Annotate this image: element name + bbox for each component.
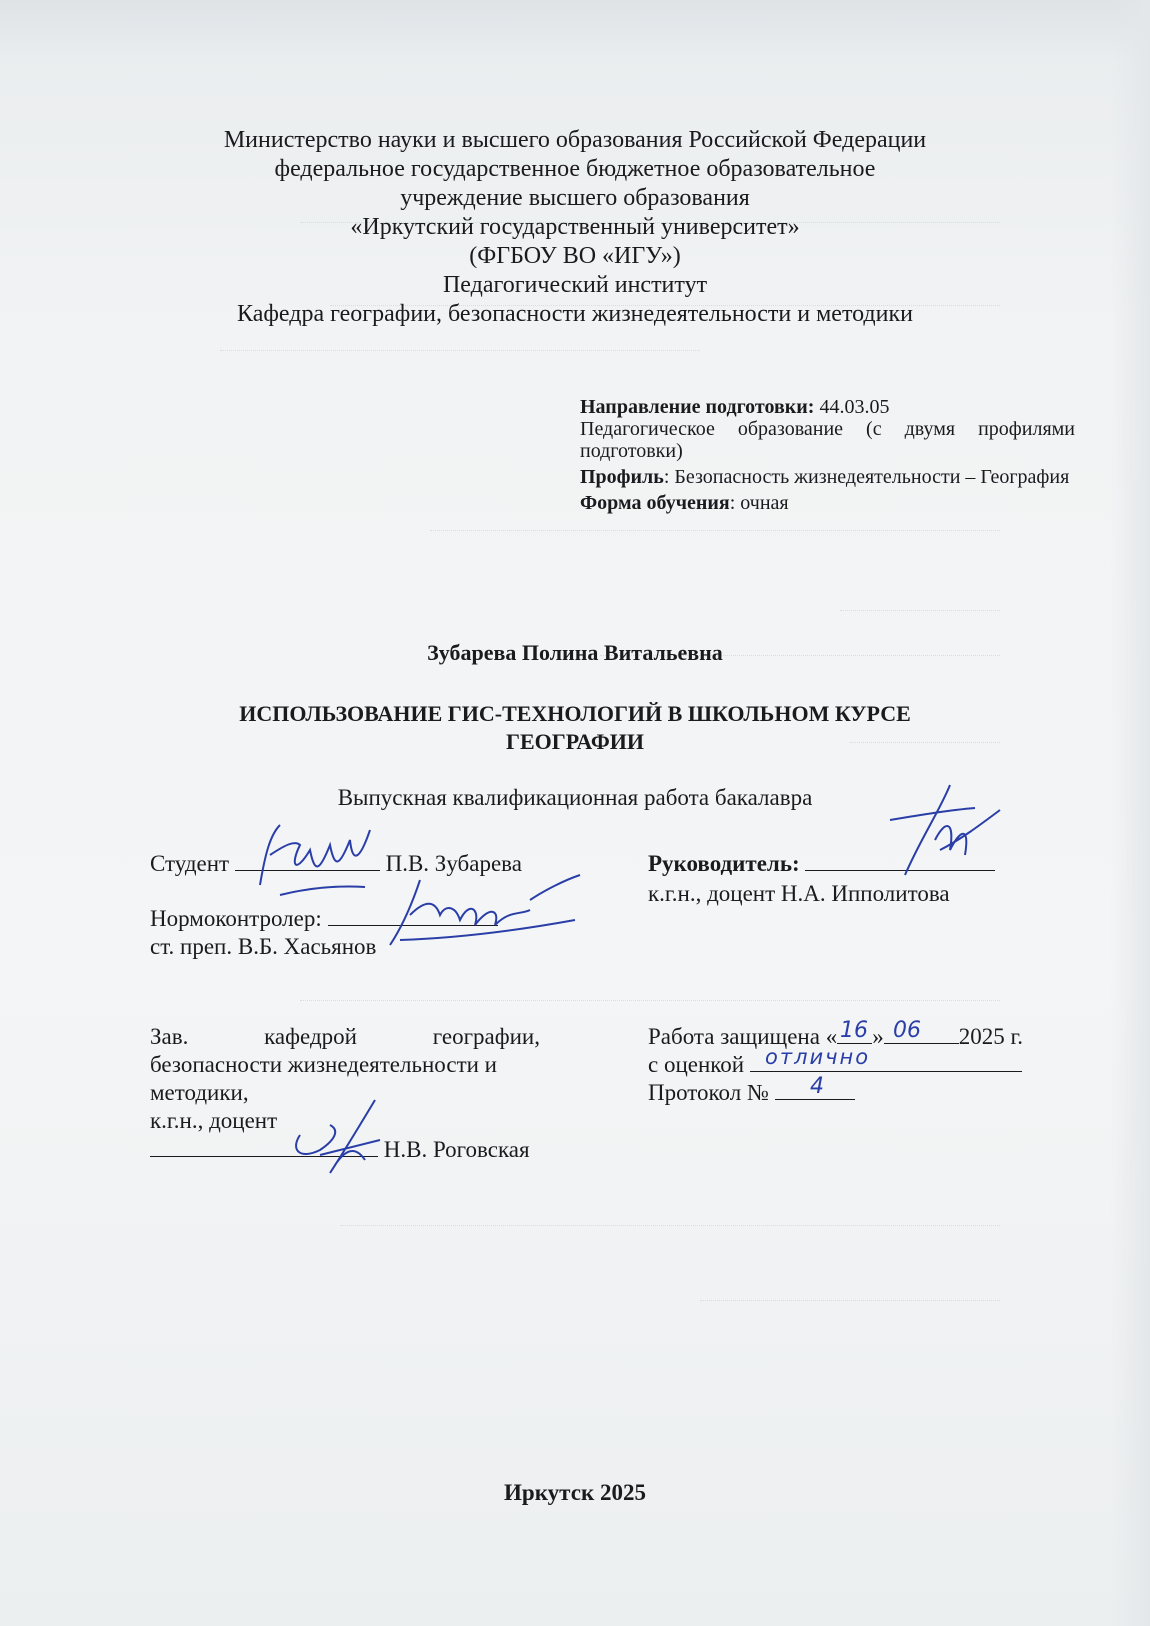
scan-shadow-top bbox=[0, 0, 1150, 60]
handwritten-day: 16 bbox=[840, 1018, 868, 1043]
head-title-line-4: к.г.н., доцент bbox=[150, 1108, 278, 1133]
form-line bbox=[580, 492, 1075, 514]
head-word: Зав. bbox=[150, 1024, 189, 1049]
head-signature-image bbox=[280, 1095, 390, 1175]
student-signature-image bbox=[240, 815, 390, 905]
direction-line bbox=[580, 396, 1075, 462]
form-text: : очная bbox=[729, 492, 789, 514]
student-label: Студент bbox=[150, 851, 230, 876]
grade-label: с оценкой bbox=[648, 1052, 745, 1077]
institution-type-line: федеральное государственное бюджетное образовательное bbox=[274, 156, 876, 182]
direction-text: Педагогическое образование (с двумя профилями подготовки) bbox=[580, 418, 1075, 462]
head-title-line-2: безопасности жизнедеятельности и bbox=[150, 1052, 497, 1077]
handwritten-month: 06 bbox=[893, 1018, 921, 1043]
institution-type-line-2: учреждение высшего образования bbox=[400, 185, 750, 211]
normcontrol-signature-image bbox=[380, 870, 590, 950]
direction-label: Направление подготовки: bbox=[580, 396, 815, 418]
head-word: кафедрой bbox=[264, 1024, 357, 1049]
defended-label: Работа защищена « bbox=[648, 1024, 838, 1049]
protocol-label: Протокол № bbox=[648, 1080, 769, 1105]
study-details bbox=[580, 396, 1075, 518]
bleed-through-line bbox=[700, 1300, 1000, 1302]
department-name: Кафедра географии, безопасности жизнедеятельности и методики bbox=[237, 301, 913, 327]
work-type: Выпускная квалификационная работа бакалавра bbox=[337, 785, 813, 810]
normcontrol-name: ст. преп. В.Б. Хасьянов bbox=[150, 934, 377, 959]
university-abbr: (ФГБОУ ВО «ИГУ») bbox=[469, 243, 681, 269]
date-quote: » bbox=[872, 1024, 884, 1049]
bleed-through-line bbox=[220, 350, 700, 352]
normcontrol-label: Нормоконтролер: bbox=[150, 906, 322, 931]
profile-line bbox=[580, 466, 1075, 488]
profile-text: : Безопасность жизнедеятельности – География bbox=[663, 466, 1070, 488]
defended-year: 2025 г. bbox=[958, 1024, 1024, 1049]
bleed-through-line bbox=[300, 1000, 1000, 1002]
author-name: Зубарева Полина Витальевна bbox=[427, 640, 723, 665]
thesis-title-line-1: ИСПОЛЬЗОВАНИЕ ГИС-ТЕХНОЛОГИЙ В ШКОЛЬНОМ КУРСЕ bbox=[239, 701, 911, 726]
city-year: Иркутск 2025 bbox=[504, 1480, 646, 1505]
institute-name: Педагогический институт bbox=[442, 272, 708, 298]
bleed-through-line bbox=[430, 530, 1000, 532]
head-word: географии, bbox=[432, 1024, 540, 1049]
handwritten-protocol-number: 4 bbox=[810, 1074, 824, 1099]
head-title-line-3: методики, bbox=[150, 1080, 249, 1105]
supervisor-signature-image bbox=[880, 780, 1010, 890]
university-name: «Иркутский государственный университет» bbox=[350, 214, 800, 240]
thesis-title-line-2: ГЕОГРАФИИ bbox=[505, 729, 645, 754]
supervisor-label: Руководитель: bbox=[648, 851, 800, 876]
direction-code: 44.03.05 bbox=[814, 396, 890, 418]
bleed-through-line bbox=[840, 610, 1000, 612]
institution-header bbox=[0, 126, 1150, 329]
ministry-line: Министерство науки и высшего образования Российской Федерации bbox=[223, 127, 927, 153]
student-name: П.В. Зубарева bbox=[385, 851, 522, 876]
supervisor-name: к.г.н., доцент Н.А. Ипполитова bbox=[648, 881, 950, 906]
head-title-line-1 bbox=[150, 1023, 540, 1051]
form-label: Форма обучения bbox=[580, 492, 730, 514]
handwritten-grade: отлично bbox=[765, 1045, 871, 1069]
head-name: Н.В. Роговская bbox=[383, 1137, 530, 1162]
profile-label: Профиль bbox=[580, 466, 664, 488]
thesis-title bbox=[150, 700, 1000, 756]
bleed-through-line bbox=[340, 1225, 1000, 1227]
